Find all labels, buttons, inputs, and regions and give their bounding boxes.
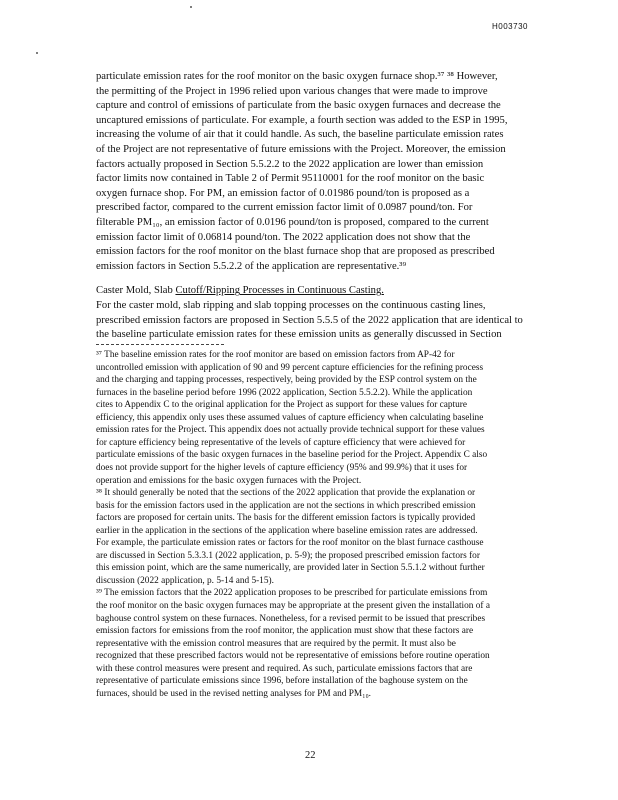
footnote-line: uncontrolled emission with application of 90 and 99 percent capture efficiencies for the refining process	[96, 362, 484, 373]
footnote-line: ³⁹ The emission factors that the 2022 application proposes to be prescribed for particulate emissions from	[96, 588, 488, 599]
bates-number: H003730	[492, 22, 528, 31]
footnote-line: emission factors for emissions from the roof monitor, the application must show that these factors are	[96, 626, 474, 637]
footnote-line: earlier in the application in the sections of the application where baseline emission rates are addressed.	[96, 525, 478, 536]
footnote-line: ³⁸ It should generally be noted that the sections of the 2022 application that provide the explanation or	[96, 488, 476, 499]
footnote-line: basis for the emission factors used in the application are not the sections in which prescribed emission	[96, 500, 476, 511]
section-heading	[96, 285, 384, 297]
body-text-line: of the Project are not representative of future emissions with the Project. Moreover, the emission	[96, 144, 506, 155]
scan-speck	[190, 6, 192, 8]
heading-underlined-text: Cutoff/Ripping Processes in Continuous Casting.	[175, 285, 384, 297]
footnote-line: furnaces, should be used in the revised netting analyses for PM and PM₁₀.	[96, 688, 372, 699]
footnote-line: does not provide support for the higher levels of capture efficiency (95% and 99.9%) that it uses for	[96, 462, 468, 473]
body-text-line: emission factors for the roof monitor on the blast furnace shop that are proposed as prescribed	[96, 246, 495, 258]
body-text-line: prescribed factor, compared to the current emission factor limit of 0.0987 pound/ton. For	[96, 202, 473, 214]
footnote-line: furnaces in the baseline period before 1996 (2022 application, Section 5.5.2.2). While the application	[96, 387, 473, 398]
scan-speck	[36, 52, 38, 54]
body-text-line: factor limits now contained in Table 2 of Permit 95110001 for the roof monitor on the basic	[96, 173, 485, 185]
footnote-line: particulate emissions of the basic oxygen furnaces in the baseline period for the Project. Appendix C also	[96, 450, 488, 461]
body-text-line: prescribed emission factors are proposed in Section 5.5.5 of the 2022 application that are identical to	[96, 314, 523, 326]
footnote-line: factors are proposed for certain units. The basis for the different emission factors is typically provided	[96, 513, 476, 524]
footnote-line: operation and emissions for the basic oxygen furnaces with the Project.	[96, 475, 362, 486]
heading-text: Caster Mold, Slab	[96, 285, 176, 297]
footnote-line: cites to Appendix C to the original application for the Project as support for these values for capture	[96, 400, 467, 411]
footnote-line: this emission point, which are the same numerically, are provided later in Section 5.5.1.2 without further	[96, 563, 485, 574]
body-text-line: emission factors in Section 5.5.2.2 of the application are representative.³⁹	[96, 260, 407, 272]
body-text-line: filterable PM₁₀, an emission factor of 0.0196 pound/ton is proposed, compared to the current	[96, 217, 489, 228]
body-text-line: factors actually proposed in Section 5.5.2.2 to the 2022 application are lower than emission	[96, 158, 484, 170]
footnote-line: representative with the emission control measures that are required by the permit. It must also be	[96, 638, 456, 649]
footnote-line: recognized that these prescribed factors would not be representative of emissions before routine operation	[96, 651, 490, 662]
footnote-line: emission rates for the Project. This appendix does not actually provide technical support for these values	[96, 425, 485, 436]
page-number: 22	[305, 750, 316, 761]
footnote-line: with these control measures were present and required. As such, particulate emissions factors that are	[96, 663, 473, 674]
body-text-line: the permitting of the Project in 1996 relied upon various changes that were made to improve	[96, 85, 488, 97]
body-text-line: particulate emission rates for the roof monitor on the basic oxygen furnace shop.³⁷ ³⁸ However,	[96, 71, 498, 82]
footnote-line: and the charging and tapping processes, respectively, being provided by the ESP control system on the	[96, 375, 477, 386]
body-text-line: For the caster mold, slab ripping and slab topping processes on the continuous casting lines,	[96, 300, 486, 311]
footnote-divider	[96, 344, 224, 345]
body-text-line: the baseline particulate emission rates for these emission units as generally discussed in Section	[96, 329, 502, 341]
footnote-line: representative of particulate emissions since 1996, before installation of the baghouse system on the	[96, 676, 468, 687]
footnote-line: For example, the particulate emission rates or factors for the roof monitor on the blast furnace casthouse	[96, 538, 484, 549]
body-text-line: increasing the volume of air that it could handle. As such, the baseline particulate emission rates	[96, 129, 504, 141]
footnote-line: ³⁷ The baseline emission rates for the roof monitor are based on emission factors from AP-42 for	[96, 350, 455, 360]
footnote-line: for capture efficiency being representative of the levels of capture efficiency that were achieved for	[96, 437, 466, 448]
body-text-line: oxygen furnace shop. For PM, an emission factor of 0.01986 pound/ton is proposed as a	[96, 187, 470, 199]
footnote-line: baghouse control system on these furnaces. Nonetheless, for a revised permit to be issued that prescribes	[96, 613, 486, 624]
footnote-line: the roof monitor on the basic oxygen furnaces may be appropriate at the present given the installation of a	[96, 601, 490, 611]
footnote-line: discussion (2022 application, p. 5-14 and 5-15).	[96, 575, 274, 586]
body-text-line: emission factor limit of 0.06814 pound/ton. The 2022 application does not show that the	[96, 231, 471, 243]
body-text-line: capture and control of emissions of particulate from the basic oxygen furnaces and decrease the	[96, 100, 501, 112]
footnote-line: are discussed in Section 5.3.3.1 (2022 application, p. 5-9); the proposed prescribed emission factors for	[96, 550, 480, 561]
footnote-line: efficiency, this appendix only uses these assumed values of capture efficiency when calculating baseline	[96, 412, 484, 423]
body-text-line: uncaptured emissions of particulate. For example, a fourth section was added to the ESP in 1995,	[96, 114, 508, 126]
